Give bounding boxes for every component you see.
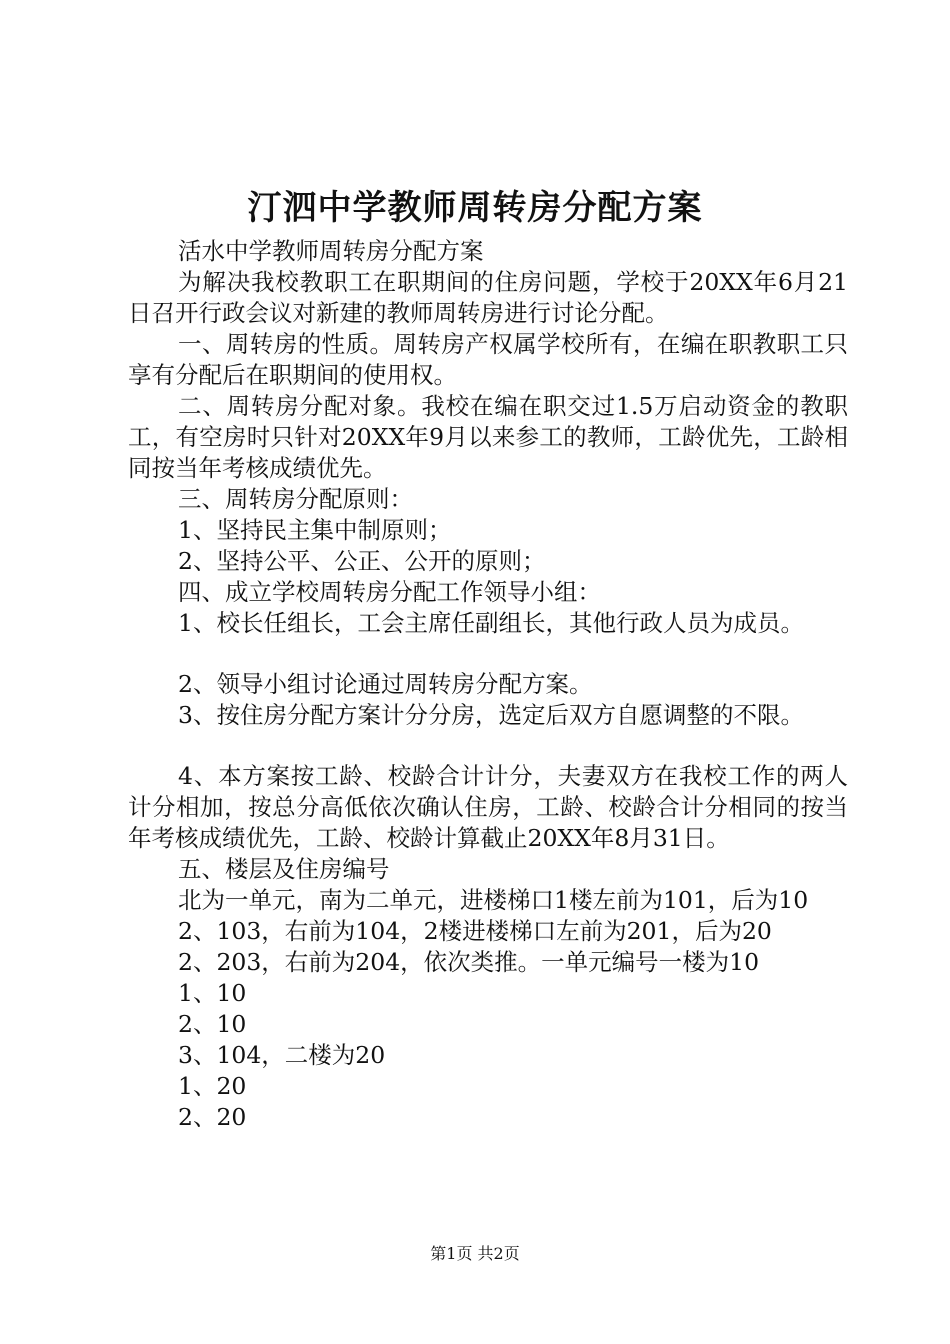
paragraph-section-4: 四、成立学校周转房分配工作领导小组：	[178, 578, 601, 606]
paragraph-numbering: 1、20	[178, 1072, 247, 1100]
blank-line	[128, 731, 848, 761]
paragraph-subtitle: 活水中学教师周转房分配方案	[178, 237, 484, 265]
paragraph-numbering: 北为一单元，南为二单元，进楼梯口1楼左前为101，后为10	[178, 886, 809, 914]
paragraph-group-2: 2、领导小组讨论通过周转房分配方案。	[178, 670, 593, 698]
paragraph-group-4: 4、本方案按工龄、校龄合计计分，夫妻双方在我校工作的两人计分相加，按总分高低依次确认住房，工龄、校龄合计分相同的按当年考核成绩优先，工龄、校龄计算截止20XX年8月31日。	[128, 762, 848, 852]
blank-line	[128, 639, 848, 669]
paragraph-numbering: 2、20	[178, 1103, 247, 1131]
paragraph-numbering: 1、10	[178, 979, 247, 1007]
document-title: 汀泗中学教师周转房分配方案	[247, 188, 703, 228]
paragraph-group-3: 3、按住房分配方案计分分房，选定后双方自愿调整的不限。	[178, 701, 804, 729]
paragraph-section-5: 五、楼层及住房编号	[178, 855, 390, 883]
paragraph-section-3: 三、周转房分配原则：	[178, 485, 413, 513]
paragraph-numbering: 2、10	[178, 1010, 247, 1038]
paragraph-intro: 为解决我校教职工在职期间的住房问题，学校于20XX年6月21日召开行政会议对新建的教师周转房进行讨论分配。	[128, 268, 848, 327]
page-footer: 第1页 共2页	[430, 1244, 520, 1263]
paragraph-principle-1: 1、坚持民主集中制原则；	[178, 516, 452, 544]
paragraph-numbering: 2、203，右前为204，依次类推。一单元编号一楼为10	[178, 948, 760, 976]
paragraph-numbering: 3、104，二楼为20	[178, 1041, 386, 1069]
paragraph-numbering: 2、103，右前为104，2楼进楼梯口左前为201，后为20	[178, 917, 772, 945]
document-body	[128, 236, 848, 1133]
paragraph-section-2: 二、周转房分配对象。我校在编在职交过1.5万启动资金的教职工，有空房时只针对20XX年9月以来参工的教师，工龄优先，工龄相同按当年考核成绩优先。	[128, 392, 848, 482]
paragraph-section-1: 一、周转房的性质。周转房产权属学校所有，在编在职教职工只享有分配后在职期间的使用权。	[128, 330, 848, 389]
paragraph-group-1: 1、校长任组长，工会主席任副组长，其他行政人员为成员。	[178, 609, 804, 637]
paragraph-principle-2: 2、坚持公平、公正、公开的原则；	[178, 547, 546, 575]
